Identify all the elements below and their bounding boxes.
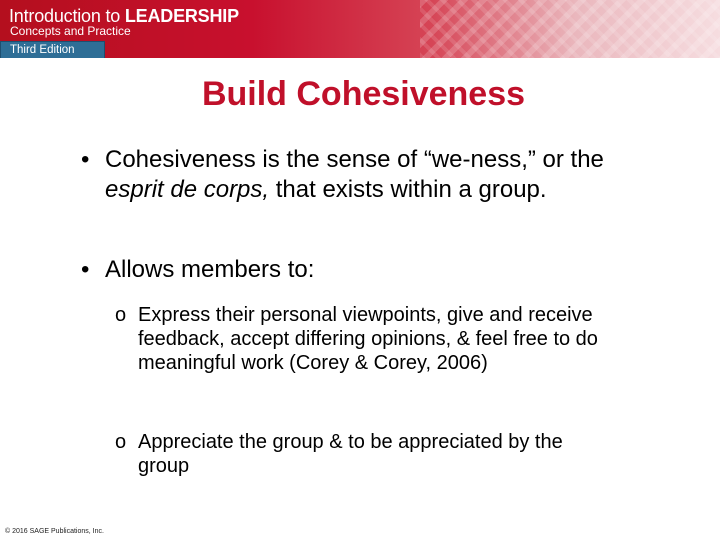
bullet-marker: • (81, 256, 90, 283)
copyright-notice: © 2016 SAGE Publications, Inc. (5, 528, 104, 535)
slide-title: Build Cohesiveness (201, 75, 526, 113)
sub-bullet-marker: o (115, 431, 127, 453)
edition-badge (0, 41, 105, 58)
header-banner (0, 0, 720, 58)
book-title (9, 6, 239, 26)
bullet-text (105, 145, 605, 205)
book-subtitle: Concepts and Practice (10, 24, 131, 38)
bullet-text: Allows members to: (105, 256, 315, 283)
bullet-text-plain: Cohesiveness is the sense of “we-ness,” or the (105, 146, 604, 173)
sub-bullet-text: Appreciate the group & to be appreciated by the group (138, 431, 563, 477)
bullet-text-italic: esprit de corps, (105, 176, 270, 203)
bullet-marker: • (81, 146, 90, 173)
sub-bullet-text: Express their personal viewpoints, give and receive feedback, accept differing opinions, & feel free to do meaningful work (Corey & Corey, 2006) (138, 304, 598, 374)
sub-bullet-marker: o (115, 304, 127, 326)
book-title-leadership: LEADERSHIP (124, 6, 239, 26)
book-title-intro: Introduction to (9, 6, 125, 26)
edition-label: Third Edition (10, 44, 75, 56)
banner-texture (420, 0, 720, 58)
bullet-text-plain-end: that exists within a group. (269, 176, 547, 203)
